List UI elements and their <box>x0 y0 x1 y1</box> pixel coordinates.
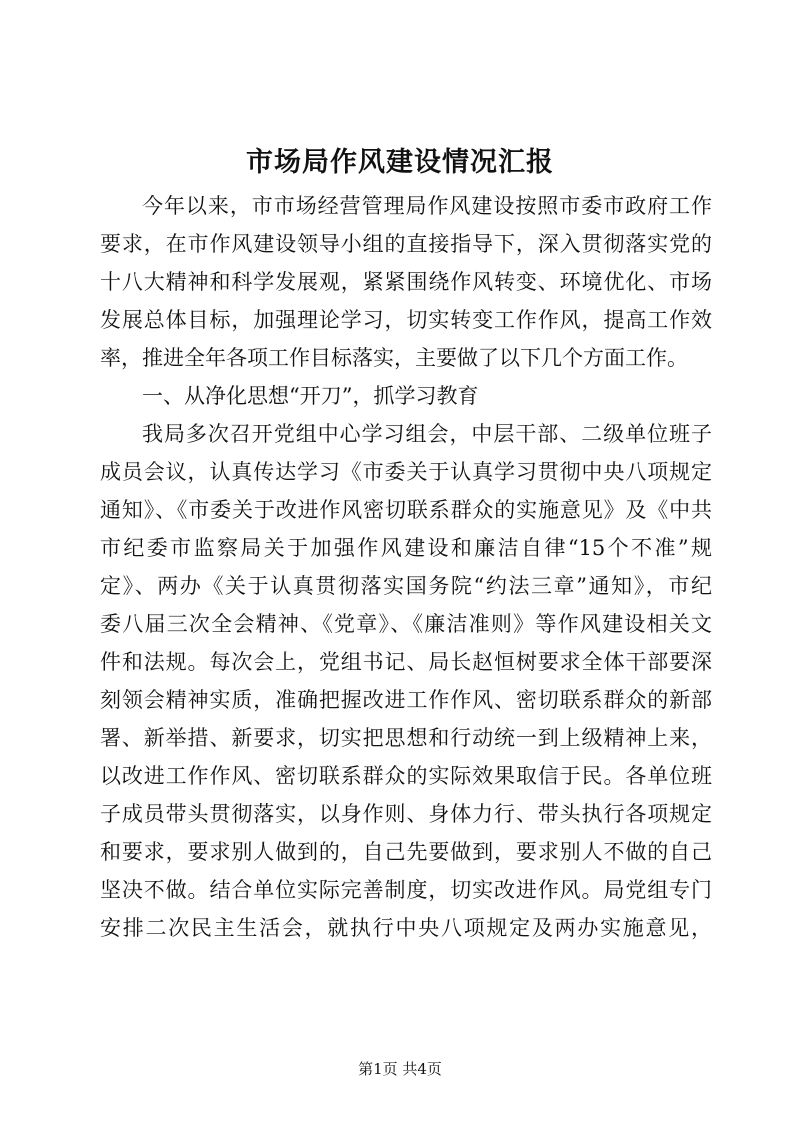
section-heading: 一、从净化思想“开刀”，抓学习教育 <box>142 384 479 408</box>
paragraph-line: 坚决不做。结合单位实际完善制度，切实改进作风。局党组专门 <box>100 878 712 902</box>
paragraph-line: 十八大精神和科学发展观，紧紧围绕作风转变、环境优化、市场 <box>100 270 712 294</box>
paragraph-line: 件和法规。每次会上，党组书记、局长赵恒树要求全体干部要深 <box>100 650 712 674</box>
paragraph-line: 要求，在市作风建设领导小组的直接指导下，深入贯彻落实党的 <box>100 232 712 256</box>
paragraph-line: 我局多次召开党组中心学习组会，中层干部、二级单位班子 <box>142 422 712 446</box>
paragraph-line: 安排二次民主生活会，就执行中央八项规定及两办实施意见， <box>100 916 712 940</box>
paragraph-line: 署、新举措、新要求，切实把思想和行动统一到上级精神上来， <box>100 726 712 750</box>
paragraph-line: 以改进工作作风、密切联系群众的实际效果取信于民。各单位班 <box>100 764 712 788</box>
paragraph-line: 市纪委市监察局关于加强作风建设和廉洁自律“15个不准”规 <box>100 536 712 560</box>
paragraph-line: 委八届三次全会精神、《党章》、《廉洁准则》等作风建设相关文 <box>100 612 712 636</box>
paragraph-line: 发展总体目标，加强理论学习，切实转变工作作风，提高工作效 <box>100 308 712 332</box>
page-footer: 第1页 共4页 <box>358 1060 442 1078</box>
paragraph-line: 和要求，要求别人做到的，自己先要做到，要求别人不做的自己 <box>100 840 712 864</box>
intro-paragraph <box>100 187 712 377</box>
study-paragraph <box>100 415 712 947</box>
paragraph-line: 定》、两办《关于认真贯彻落实国务院“约法三章”通知》，市纪 <box>100 574 712 598</box>
document-title: 市场局作风建设情况汇报 <box>246 147 554 178</box>
paragraph-line: 刻领会精神实质，准确把握改进工作作风、密切联系群众的新部 <box>100 688 712 712</box>
document-body <box>100 187 712 947</box>
paragraph-line: 通知》、《市委关于改进作风密切联系群众的实施意见》及《中共 <box>100 498 712 522</box>
paragraph-line: 成员会议，认真传达学习《市委关于认真学习贯彻中央八项规定 <box>100 460 712 484</box>
paragraph-line: 今年以来，市市场经营管理局作风建设按照市委市政府工作 <box>142 194 712 218</box>
paragraph-line: 率，推进全年各项工作目标落实，主要做了以下几个方面工作。 <box>100 346 688 370</box>
paragraph-line: 子成员带头贯彻落实，以身作则、身体力行、带头执行各项规定 <box>100 802 712 826</box>
